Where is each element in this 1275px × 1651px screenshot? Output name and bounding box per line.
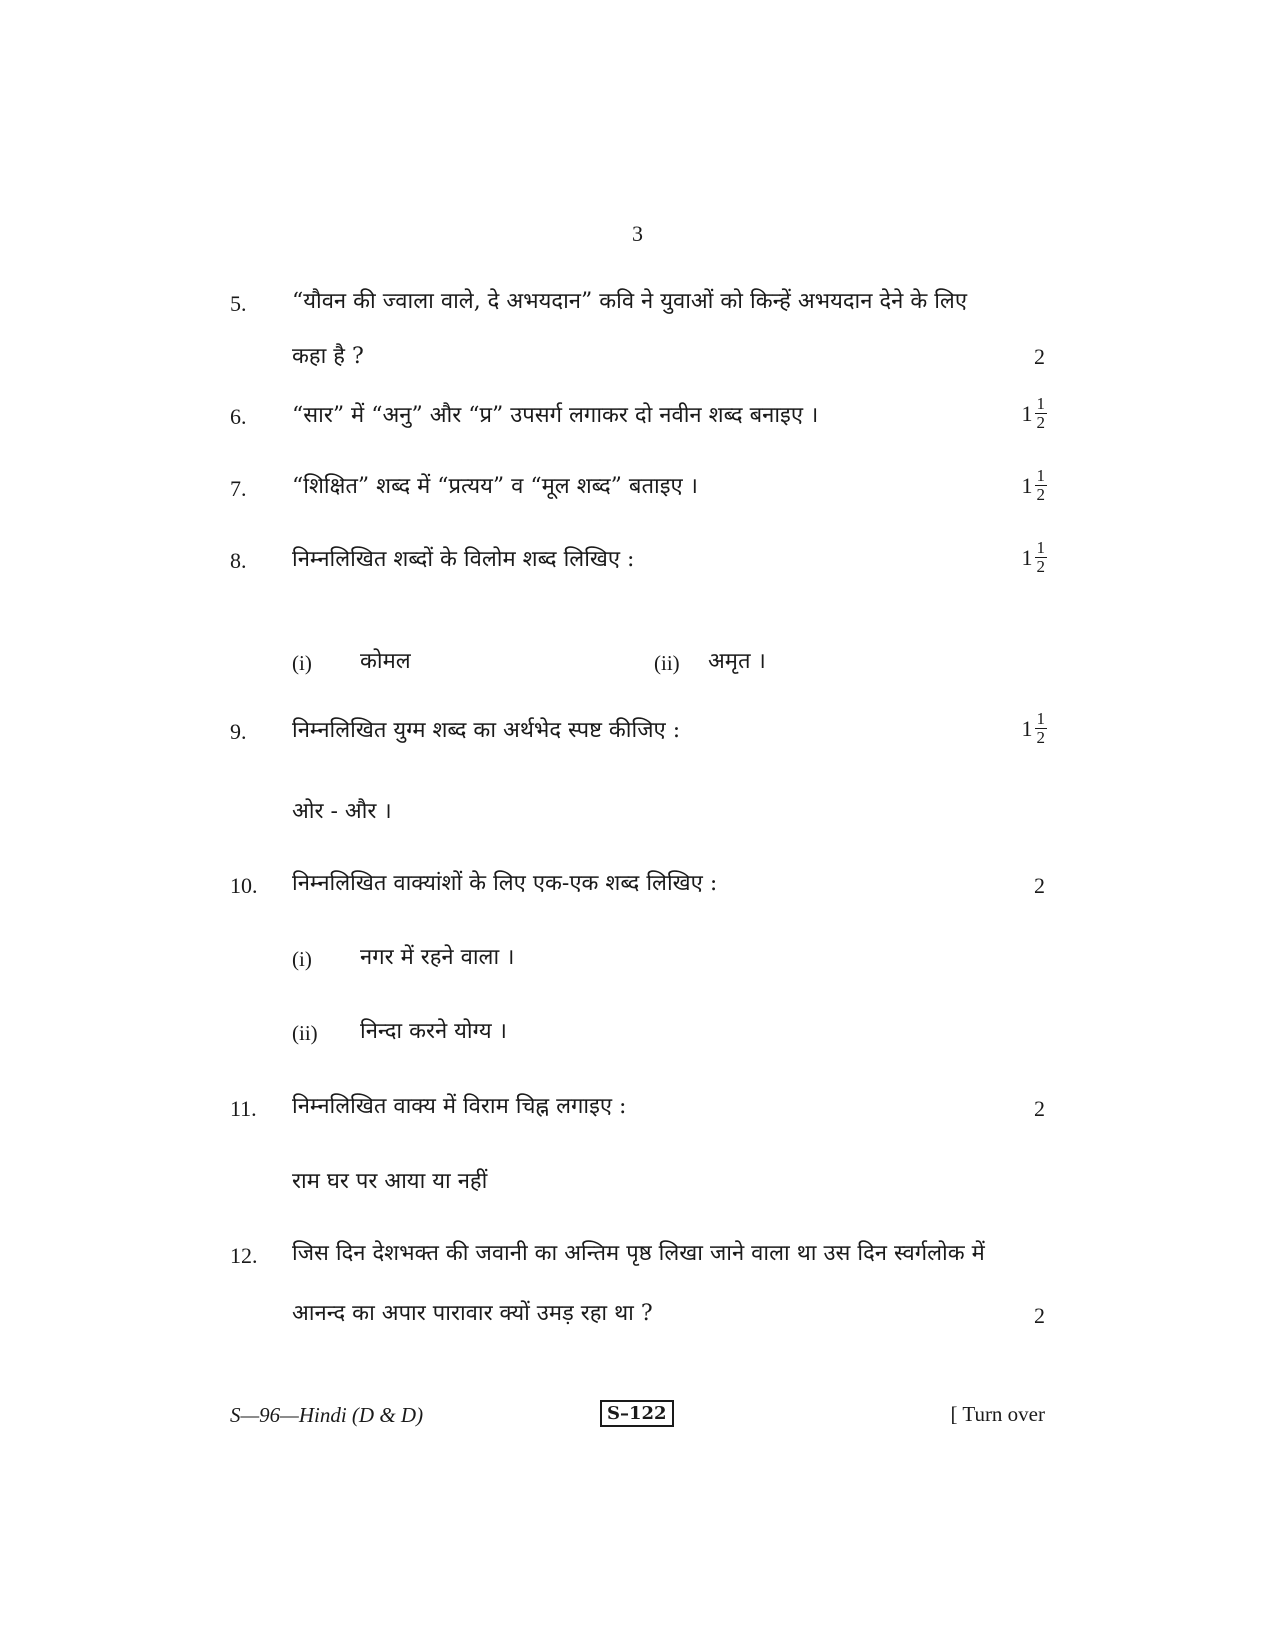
fraction-denominator: 2 [1036, 557, 1045, 576]
question-number: 5. [230, 291, 247, 316]
fraction-numerator: 1 [1036, 709, 1045, 728]
marks-fraction [1035, 539, 1048, 576]
fraction-denominator: 2 [1036, 485, 1045, 504]
marks [1022, 539, 1048, 576]
series-code: S–122 [600, 1400, 674, 1427]
fraction-denominator: 2 [1036, 728, 1045, 747]
question-text: “सार” में “अनु” और “प्र” उपसर्ग लगाकर दो नवीन शब्द बनाइए । [292, 403, 819, 428]
question-text: निम्नलिखित वाक्य में विराम चिह्न लगाइए : [292, 1094, 627, 1119]
option-label: (ii) [292, 1021, 318, 1045]
question-number: 6. [230, 404, 247, 429]
question-number: 7. [230, 476, 247, 501]
question-text: निम्नलिखित युग्म शब्द का अर्थभेद स्पष्ट कीजिए : [292, 718, 681, 743]
question-number: 10. [230, 873, 258, 898]
fraction-numerator: 1 [1036, 394, 1045, 413]
fraction-numerator: 1 [1036, 466, 1045, 485]
marks-fraction [1035, 395, 1048, 432]
question-number: 12. [230, 1243, 258, 1268]
marks-whole: 1 [1021, 715, 1033, 741]
question-number: 11. [230, 1096, 257, 1121]
marks: 2 [1034, 1096, 1045, 1121]
marks-fraction [1035, 710, 1048, 747]
marks [1022, 710, 1048, 747]
option-text: अमृत । [708, 649, 766, 674]
question-number: 8. [230, 548, 247, 573]
question-text: राम घर पर आया या नहीं [292, 1169, 488, 1194]
marks [1022, 467, 1048, 504]
question-text: “यौवन की ज्वाला वाले, दे अभयदान” कवि ने युवाओं को किन्हें अभयदान देने के लिए [292, 289, 968, 314]
question-text: ओर - और । [292, 799, 392, 824]
question-text: जिस दिन देशभक्त की जवानी का अन्तिम पृष्ठ लिखा जाने वाला था उस दिन स्वर्गलोक में [292, 1241, 985, 1266]
question-text: कहा है ? [292, 344, 364, 369]
marks [1022, 395, 1048, 432]
option-text: निन्दा करने योग्य । [360, 1019, 507, 1044]
option-text: नगर में रहने वाला । [360, 945, 515, 970]
paper-code: S—96—Hindi (D & D) [230, 1403, 424, 1427]
question-text: निम्नलिखित वाक्यांशों के लिए एक-एक शब्द लिखिए : [292, 871, 718, 896]
marks-whole: 1 [1021, 400, 1033, 426]
option-text: कोमल [360, 649, 411, 674]
fraction-denominator: 2 [1036, 413, 1045, 432]
page-number: 3 [632, 221, 643, 246]
fraction-numerator: 1 [1036, 538, 1045, 557]
turn-over-note: [ Turn over [950, 1402, 1045, 1426]
marks-fraction [1035, 467, 1048, 504]
question-number: 9. [230, 719, 247, 744]
marks: 2 [1034, 1303, 1045, 1328]
marks: 2 [1034, 344, 1045, 369]
option-label: (ii) [654, 651, 680, 675]
marks: 2 [1034, 873, 1045, 898]
option-label: (i) [292, 651, 312, 675]
marks-whole: 1 [1021, 472, 1033, 498]
marks-whole: 1 [1021, 544, 1033, 570]
question-text: निम्नलिखित शब्दों के विलोम शब्द लिखिए : [292, 547, 635, 572]
question-text: “शिक्षित” शब्द में “प्रत्यय” व “मूल शब्द” बताइए । [292, 474, 699, 499]
question-text: आनन्द का अपार पारावार क्यों उमड़ रहा था ? [292, 1301, 653, 1326]
option-label: (i) [292, 947, 312, 971]
